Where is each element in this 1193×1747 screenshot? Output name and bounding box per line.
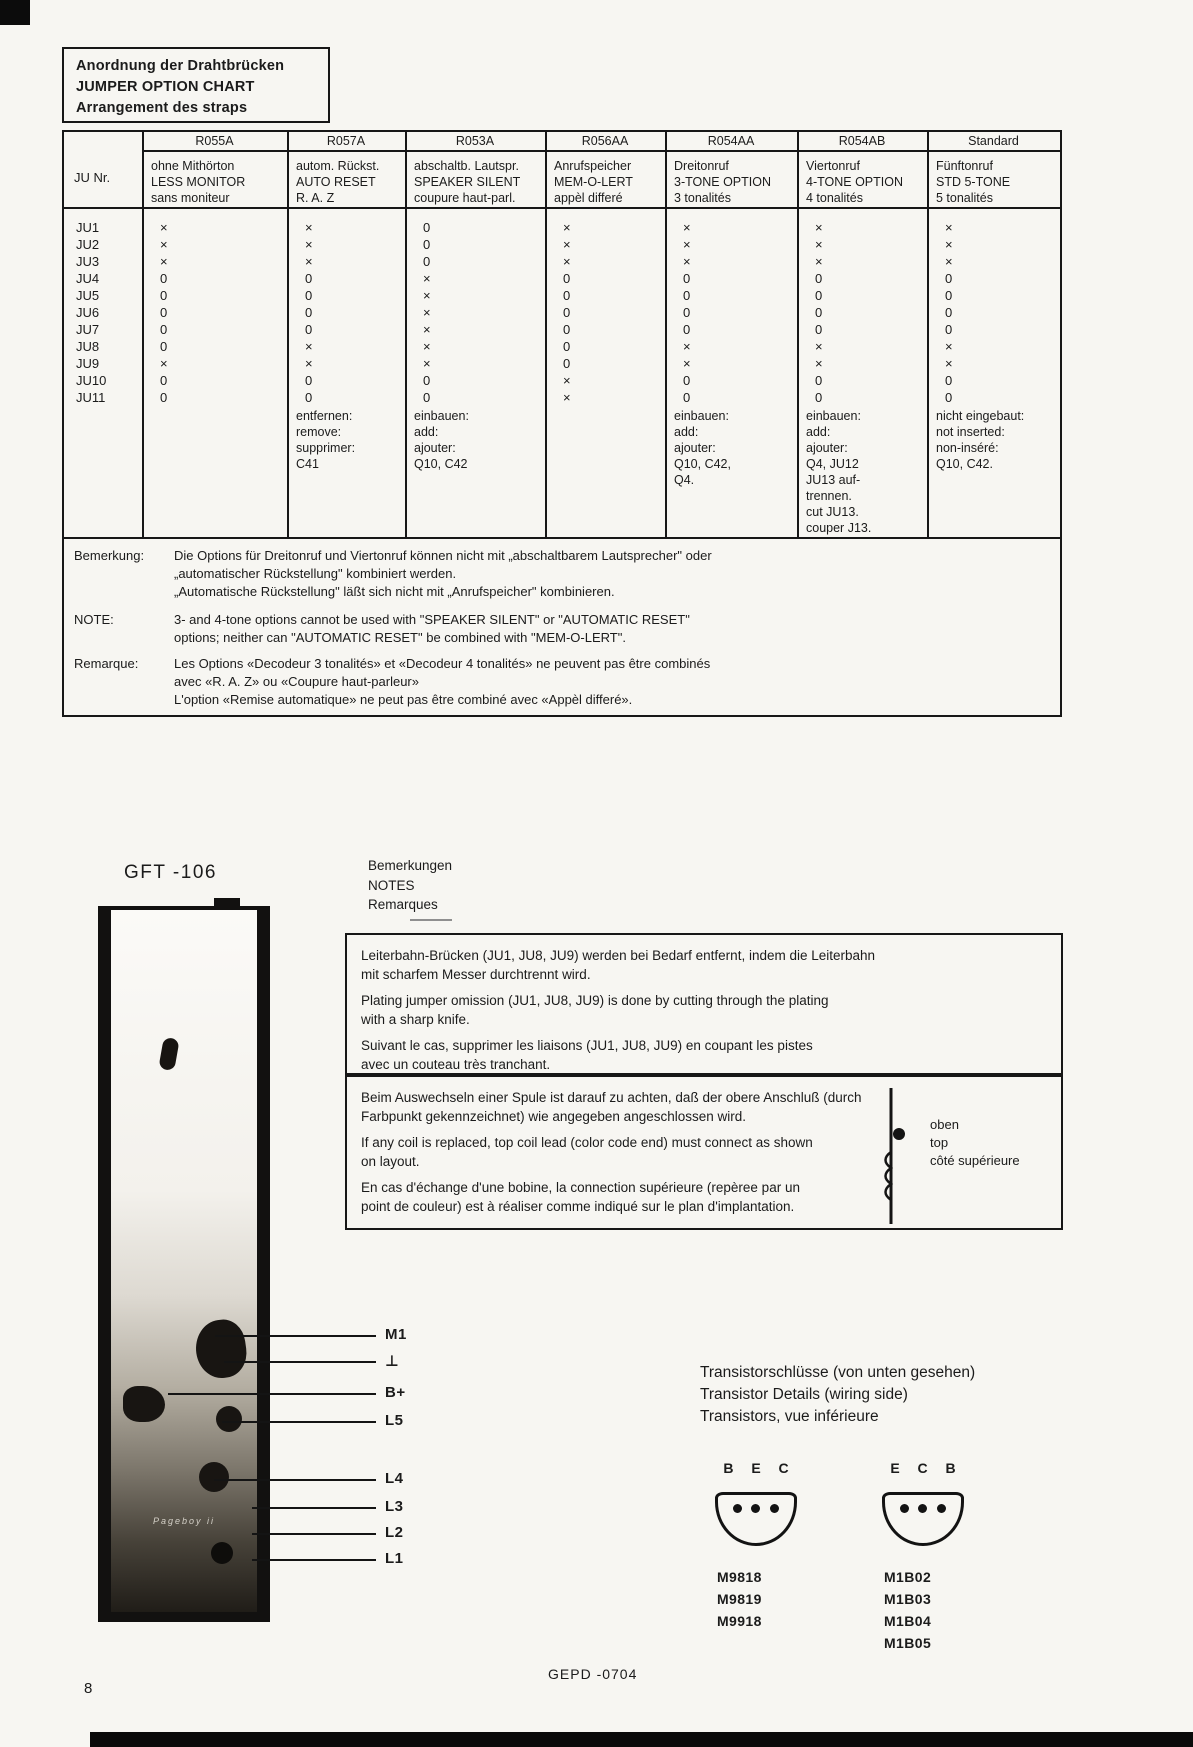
mark-cell: 0 — [563, 322, 571, 337]
note-paragraph: Leiterbahn-Brücken (JU1, JU8, JU9) werden bei Bedarf entfernt, indem die Leiterbahn mit scharfem Messer durchtrennt wird. — [361, 948, 876, 982]
table-row — [64, 220, 1060, 237]
note-paragraph: Plating jumper omission (JU1, JU8, JU9) is done by cutting through the plating with a sharp knife. — [361, 993, 829, 1027]
column-desc: Dreitonruf 3-TONE OPTION 3 tonalités — [674, 159, 772, 205]
note-paragraph: Beim Auswechseln einer Spule ist darauf zu achten, daß der obere Anschluß (durch Farbpunkt gekennzeichnet) wie angegeben angeschlossen wird. — [361, 1090, 862, 1124]
mark-cell: × — [305, 237, 313, 252]
column-header: R054AA — [665, 132, 797, 152]
column-footer: nicht eingebaut: not inserted: non-inséré: Q10, C42. — [936, 409, 1025, 471]
transistor-package-icon — [882, 1492, 964, 1546]
mark-cell: × — [683, 237, 691, 252]
note-label: Remarque: — [74, 656, 139, 671]
callout-line — [214, 1479, 376, 1481]
callout-line — [252, 1559, 376, 1561]
mark-cell: 0 — [945, 288, 953, 303]
mark-cell: × — [423, 356, 431, 371]
pcb-blob — [199, 1462, 229, 1492]
mark-cell: 0 — [683, 322, 691, 337]
mark-cell: × — [423, 305, 431, 320]
note-group — [74, 611, 1050, 647]
mark-cell: 0 — [683, 271, 691, 286]
board-label: GFT -106 — [124, 862, 217, 883]
heading-underline — [410, 919, 452, 921]
coil-symbol-icon — [882, 1086, 916, 1228]
table-row — [64, 390, 1060, 407]
column-header: R055A — [142, 132, 287, 152]
callout-line — [252, 1507, 376, 1509]
column-footer: entfernen: remove: supprimer: C41 — [296, 409, 356, 471]
mark-cell: 0 — [305, 305, 313, 320]
mark-cell: 0 — [423, 390, 431, 405]
mark-cell: × — [423, 288, 431, 303]
callout-label: M1 — [385, 1326, 407, 1343]
mark-cell: × — [160, 220, 168, 235]
column-header: R054AB — [797, 132, 927, 152]
pcb-brand-text: Pageboy ii — [153, 1516, 216, 1526]
mark-cell: × — [815, 220, 823, 235]
row-label: JU11 — [76, 390, 106, 405]
column-header: R057A — [287, 132, 405, 152]
mark-cell: × — [423, 339, 431, 354]
mark-cell: × — [945, 237, 953, 252]
mark-cell: 0 — [815, 288, 823, 303]
pin-dots — [895, 1504, 951, 1513]
table-row — [64, 322, 1060, 339]
pinout-labels-right: E C B — [890, 1460, 956, 1476]
mark-cell: × — [305, 339, 313, 354]
mark-cell: × — [563, 220, 571, 235]
mark-cell: × — [683, 356, 691, 371]
mark-cell: 0 — [815, 271, 823, 286]
mark-cell: × — [423, 271, 431, 286]
note-group — [74, 655, 1050, 709]
pcb-photo — [98, 906, 270, 1622]
mark-cell: 0 — [815, 305, 823, 320]
column-desc: Anrufspeicher MEM-O-LERT appèl differé — [554, 159, 633, 205]
callout-label: L3 — [385, 1498, 404, 1515]
pcb-edge — [257, 906, 270, 1622]
pcb-edge — [98, 906, 111, 1622]
column-header: R056AA — [545, 132, 665, 152]
ground-icon: ⊥ — [385, 1353, 400, 1370]
note-label: NOTE: — [74, 612, 114, 627]
callout-line — [215, 1335, 376, 1337]
note-text: Die Options für Dreitonruf und Viertonruf können nicht mit „abschaltbarem Lautsprecher" oder „automatischer Rückstellung" kombiniert werden. „Automatische Rückstellung" läßt sich nicht mit „Anrufspeicher" kombinieren. — [174, 548, 712, 599]
pcb-blob — [123, 1386, 165, 1422]
mark-cell: × — [563, 373, 571, 388]
callout-label: L1 — [385, 1550, 404, 1567]
jumper-cutting-note-box — [345, 933, 1063, 1075]
mark-cell: 0 — [945, 305, 953, 320]
mark-cell: 0 — [563, 356, 571, 371]
callout-label: L5 — [385, 1412, 404, 1429]
mark-cell: × — [305, 220, 313, 235]
note-text: Les Options «Decodeur 3 tonalités» et «Decodeur 4 tonalités» ne peuvent pas être combinés avec «R. A. Z» ou «Coupure haut-parleur» L'option «Remise automatique» ne peut pas être combiné avec «Appèl differé». — [174, 656, 711, 707]
table-row — [64, 288, 1060, 305]
row-label: JU9 — [76, 356, 100, 371]
mark-cell: 0 — [160, 305, 168, 320]
mark-cell: × — [683, 339, 691, 354]
row-label: JU10 — [76, 373, 107, 388]
mark-cell: 0 — [945, 271, 953, 286]
row-label: JU2 — [76, 237, 100, 252]
mark-cell: × — [683, 220, 691, 235]
mark-cell: 0 — [160, 322, 168, 337]
row-header-label: JU Nr. — [74, 170, 111, 185]
mark-cell: × — [945, 220, 953, 235]
note-paragraph: Suivant le cas, supprimer les liaisons (JU1, JU8, JU9) en coupant les pistes avec un couteau très tranchant. — [361, 1038, 813, 1072]
mark-cell: 0 — [160, 271, 168, 286]
pcb-surface — [111, 910, 257, 1612]
mark-cell: 0 — [683, 390, 691, 405]
column-desc: autom. Rückst. AUTO RESET R. A. Z — [296, 159, 380, 205]
mark-cell: × — [945, 254, 953, 269]
mark-cell: × — [160, 237, 168, 252]
column-footer: einbauen: add: ajouter: Q10, C42 — [414, 409, 469, 471]
scan-edge-bar — [90, 1732, 1193, 1747]
row-label: JU8 — [76, 339, 100, 354]
table-row — [64, 254, 1060, 271]
row-label: JU4 — [76, 271, 100, 286]
table-gridline — [64, 537, 1060, 539]
mark-cell: 0 — [423, 373, 431, 388]
table-row — [64, 237, 1060, 254]
column-header: Standard — [927, 132, 1060, 152]
column-footer: einbauen: add: ajouter: Q4, JU12 JU13 auf- trennen. cut JU13. couper J13. — [806, 409, 872, 535]
note-paragraph: If any coil is replaced, top coil lead (color code end) must connect as shown on layout. — [361, 1135, 813, 1169]
mark-cell: × — [815, 356, 823, 371]
mark-cell: 0 — [305, 288, 313, 303]
mark-cell: 0 — [423, 220, 431, 235]
column-desc: ohne Mithörton LESS MONITOR sans moniteur — [151, 159, 246, 205]
title-box: Anordnung der Drahtbrücken JUMPER OPTION CHART Arrangement des straps — [62, 47, 330, 123]
mark-cell: × — [815, 237, 823, 252]
mark-cell: × — [945, 339, 953, 354]
mark-cell: × — [160, 356, 168, 371]
mark-cell: 0 — [815, 322, 823, 337]
coil-top-labels: oben top côté supérieure — [930, 1117, 1020, 1168]
mark-cell: 0 — [160, 288, 168, 303]
table-row — [64, 271, 1060, 288]
column-desc: abschaltb. Lautspr. SPEAKER SILENT coupure haut-parl. — [414, 159, 521, 205]
part-numbers-left: M9818 M9819 M9918 — [717, 1569, 762, 1629]
mark-cell: 0 — [563, 271, 571, 286]
mark-cell: 0 — [423, 254, 431, 269]
column-desc: Fünftonruf STD 5-TONE 5 tonalités — [936, 159, 1011, 205]
mark-cell: 0 — [563, 305, 571, 320]
mark-cell: × — [160, 254, 168, 269]
mark-cell: × — [815, 339, 823, 354]
jumper-option-table — [62, 130, 1062, 717]
mark-cell: × — [563, 237, 571, 252]
table-row — [64, 373, 1060, 390]
row-label: JU5 — [76, 288, 100, 303]
row-label: JU3 — [76, 254, 100, 269]
scan-corner-mark — [0, 0, 30, 25]
callout-line — [222, 1421, 376, 1423]
pcb-blob — [216, 1406, 242, 1432]
callout-label: B+ — [385, 1384, 406, 1401]
callout-line — [252, 1533, 376, 1535]
mark-cell: 0 — [815, 390, 823, 405]
mark-cell: 0 — [683, 288, 691, 303]
mark-cell: 0 — [945, 322, 953, 337]
mark-cell: 0 — [305, 373, 313, 388]
pinout-labels-left: B E C — [723, 1460, 789, 1476]
mark-cell: 0 — [563, 288, 571, 303]
mark-cell: × — [945, 356, 953, 371]
pcb-edge — [98, 906, 270, 910]
pcb-blob — [158, 1037, 179, 1071]
mark-cell: × — [305, 356, 313, 371]
note-label: Bemerkung: — [74, 548, 145, 563]
column-header: R053A — [405, 132, 545, 152]
transistor-package-icon — [715, 1492, 797, 1546]
mark-cell: × — [305, 254, 313, 269]
document-code: GEPD -0704 — [548, 1666, 638, 1682]
callout-line — [224, 1361, 376, 1363]
mark-cell: 0 — [305, 271, 313, 286]
pcb-blob — [192, 1317, 250, 1381]
part-numbers-right: M1B02 M1B03 M1B04 M1B05 — [884, 1569, 932, 1651]
mark-cell: 0 — [305, 322, 313, 337]
mark-cell: × — [815, 254, 823, 269]
pin-dots — [728, 1504, 784, 1513]
page-number: 8 — [84, 1680, 93, 1697]
table-row — [64, 339, 1060, 356]
mark-cell: 0 — [160, 390, 168, 405]
mark-cell: 0 — [305, 390, 313, 405]
note-group — [74, 547, 1050, 601]
mark-cell: × — [563, 254, 571, 269]
column-desc: Viertonruf 4-TONE OPTION 4 tonalités — [806, 159, 904, 205]
callout-label: L2 — [385, 1524, 404, 1541]
mark-cell: × — [563, 390, 571, 405]
mark-cell: 0 — [160, 339, 168, 354]
mark-cell: × — [423, 322, 431, 337]
row-label: JU6 — [76, 305, 100, 320]
notes-heading: Bemerkungen NOTES Remarques — [368, 858, 453, 912]
column-footer: einbauen: add: ajouter: Q10, C42, Q4. — [674, 409, 731, 487]
note-text: 3- and 4-tone options cannot be used with "SPEAKER SILENT" or "AUTOMATIC RESET" options; neither can "AUTOMATIC RESET" be combined with "MEM-O-LERT". — [174, 612, 690, 645]
mark-cell: 0 — [563, 339, 571, 354]
pcb-edge — [98, 1612, 270, 1622]
row-label: JU1 — [76, 220, 100, 235]
pcb-tab — [214, 898, 240, 910]
mark-cell: 0 — [945, 390, 953, 405]
mark-cell: 0 — [160, 373, 168, 388]
mark-cell: 0 — [423, 237, 431, 252]
row-label: JU7 — [76, 322, 100, 337]
note-paragraph: En cas d'échange d'une bobine, la connection supérieure (repèree par un point de couleur) est à réaliser comme indiqué sur le plan d'implantation. — [361, 1180, 800, 1214]
mark-cell: 0 — [945, 373, 953, 388]
mark-cell: 0 — [683, 305, 691, 320]
mark-cell: 0 — [815, 373, 823, 388]
mark-cell: 0 — [683, 373, 691, 388]
table-row — [64, 356, 1060, 373]
pcb-blob — [211, 1542, 233, 1564]
callout-label: L4 — [385, 1470, 404, 1487]
transistor-heading: Transistorschlüsse (von unten gesehen) Transistor Details (wiring side) Transistors, vue inférieure — [700, 1364, 976, 1425]
callout-line — [168, 1393, 376, 1395]
table-row — [64, 305, 1060, 322]
mark-cell: × — [683, 254, 691, 269]
